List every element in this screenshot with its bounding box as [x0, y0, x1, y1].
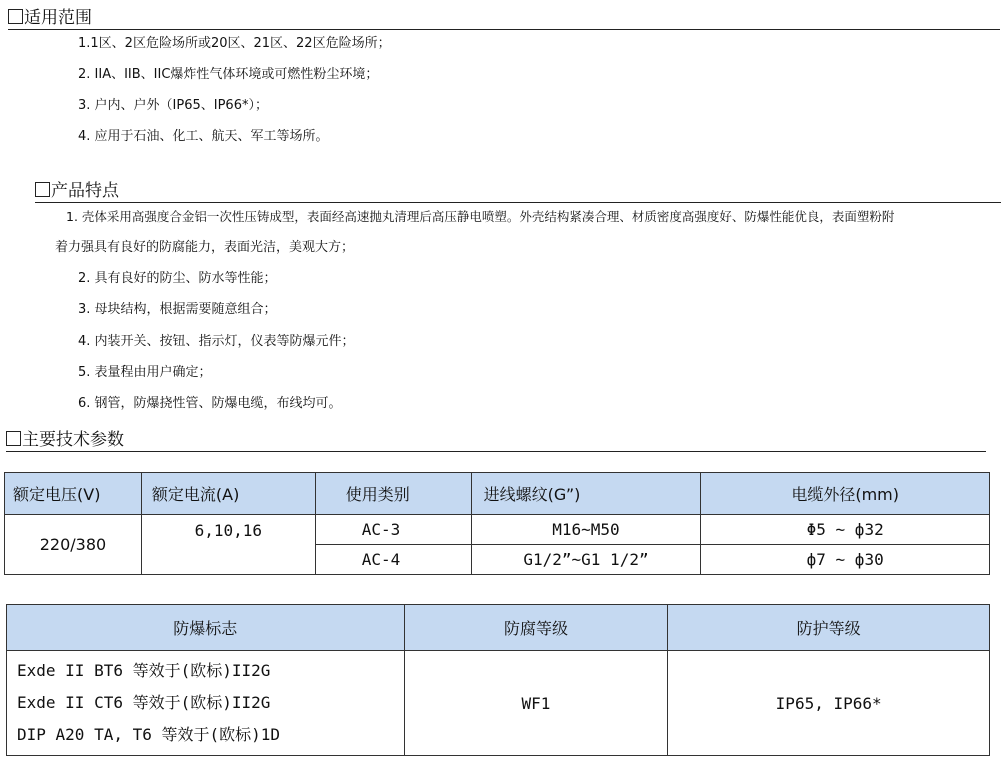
- section-title-specs: [6, 430, 986, 452]
- cell-current: 6,10,16: [141, 515, 315, 575]
- explosion-proof-table: [6, 604, 990, 756]
- section-title-text: 主要技术参数: [22, 430, 124, 450]
- section-title-text: 产品特点: [51, 181, 119, 201]
- section-title-text: 适用范围: [24, 8, 92, 28]
- feature-item-1-line2: 着力强具有良好的防腐能力，表面光洁，美观大方；: [55, 240, 355, 255]
- ex-mark-2: Exde II CT6 等效于(欧标)II2G: [17, 693, 271, 712]
- header-category: 使用类别: [315, 473, 471, 515]
- cell-cable-1: Φ5 ~ ф32: [701, 515, 990, 545]
- feature-item-2: 2. 具有良好的防尘、防水等性能；: [78, 271, 277, 286]
- header-protection: 防护等级: [668, 605, 990, 651]
- cell-voltage: 220/380: [5, 515, 142, 575]
- checkbox-icon: [6, 431, 21, 446]
- cell-category-1: AC-3: [315, 515, 471, 545]
- header-rated-voltage: 额定电压(V): [5, 473, 142, 515]
- feature-item-3: 3. 母块结构，根据需要随意组合；: [78, 302, 277, 317]
- cell-protection: IP65, IP66*: [668, 651, 990, 756]
- ex-mark-1: Exde II BT6 等效于(欧标)II2G: [17, 661, 271, 680]
- section-title-features: [35, 181, 1001, 203]
- cell-thread-1: M16~M50: [471, 515, 701, 545]
- header-thread: 进线螺纹(G”): [471, 473, 701, 515]
- checkbox-icon: [8, 9, 23, 24]
- specs-table: [4, 472, 990, 575]
- feature-item-4: 4. 内装开关、按钮、指示灯，仪表等防爆元件；: [78, 334, 355, 349]
- cell-category-2: AC-4: [315, 545, 471, 575]
- checkbox-icon: [35, 182, 50, 197]
- header-rated-current: 额定电流(A): [141, 473, 315, 515]
- feature-item-6: 6. 钢管，防爆挠性管、防爆电缆，布线均可。: [78, 396, 342, 411]
- header-anticorrosion: 防腐等级: [404, 605, 668, 651]
- section-title-scope: [8, 8, 1000, 30]
- header-cable: 电缆外径(mm): [701, 473, 990, 515]
- cell-thread-2: G1/2”~G1 1/2”: [471, 545, 701, 575]
- feature-item-1-line1: 1. 壳体采用高强度合金铝一次性压铸成型，表面经高速抛丸清理后高压静电喷塑。外壳结构紧凑合理、材质密度高强度好、防爆性能优良，表面塑粉附: [66, 209, 895, 224]
- scope-item-1: 1.1区、2区危险场所或20区、21区、22区危险场所；: [78, 36, 391, 51]
- ex-mark-3: DIP A20 TA, T6 等效于(欧标)1D: [17, 725, 281, 744]
- scope-item-2: 2. IIA、IIB、IIC爆炸性气体环境或可燃性粉尘环境；: [78, 67, 379, 82]
- header-ex-mark: 防爆标志: [7, 605, 405, 651]
- feature-item-5: 5. 表量程由用户确定；: [78, 365, 212, 380]
- cell-cable-2: ф7 ~ ф30: [701, 545, 990, 575]
- scope-item-4: 4. 应用于石油、化工、航天、军工等场所。: [78, 129, 329, 144]
- cell-anticorrosion: WF1: [404, 651, 668, 756]
- cell-ex-marks: [7, 651, 405, 756]
- scope-item-3: 3. 户内、户外（IP65、IP66*）；: [78, 98, 268, 113]
